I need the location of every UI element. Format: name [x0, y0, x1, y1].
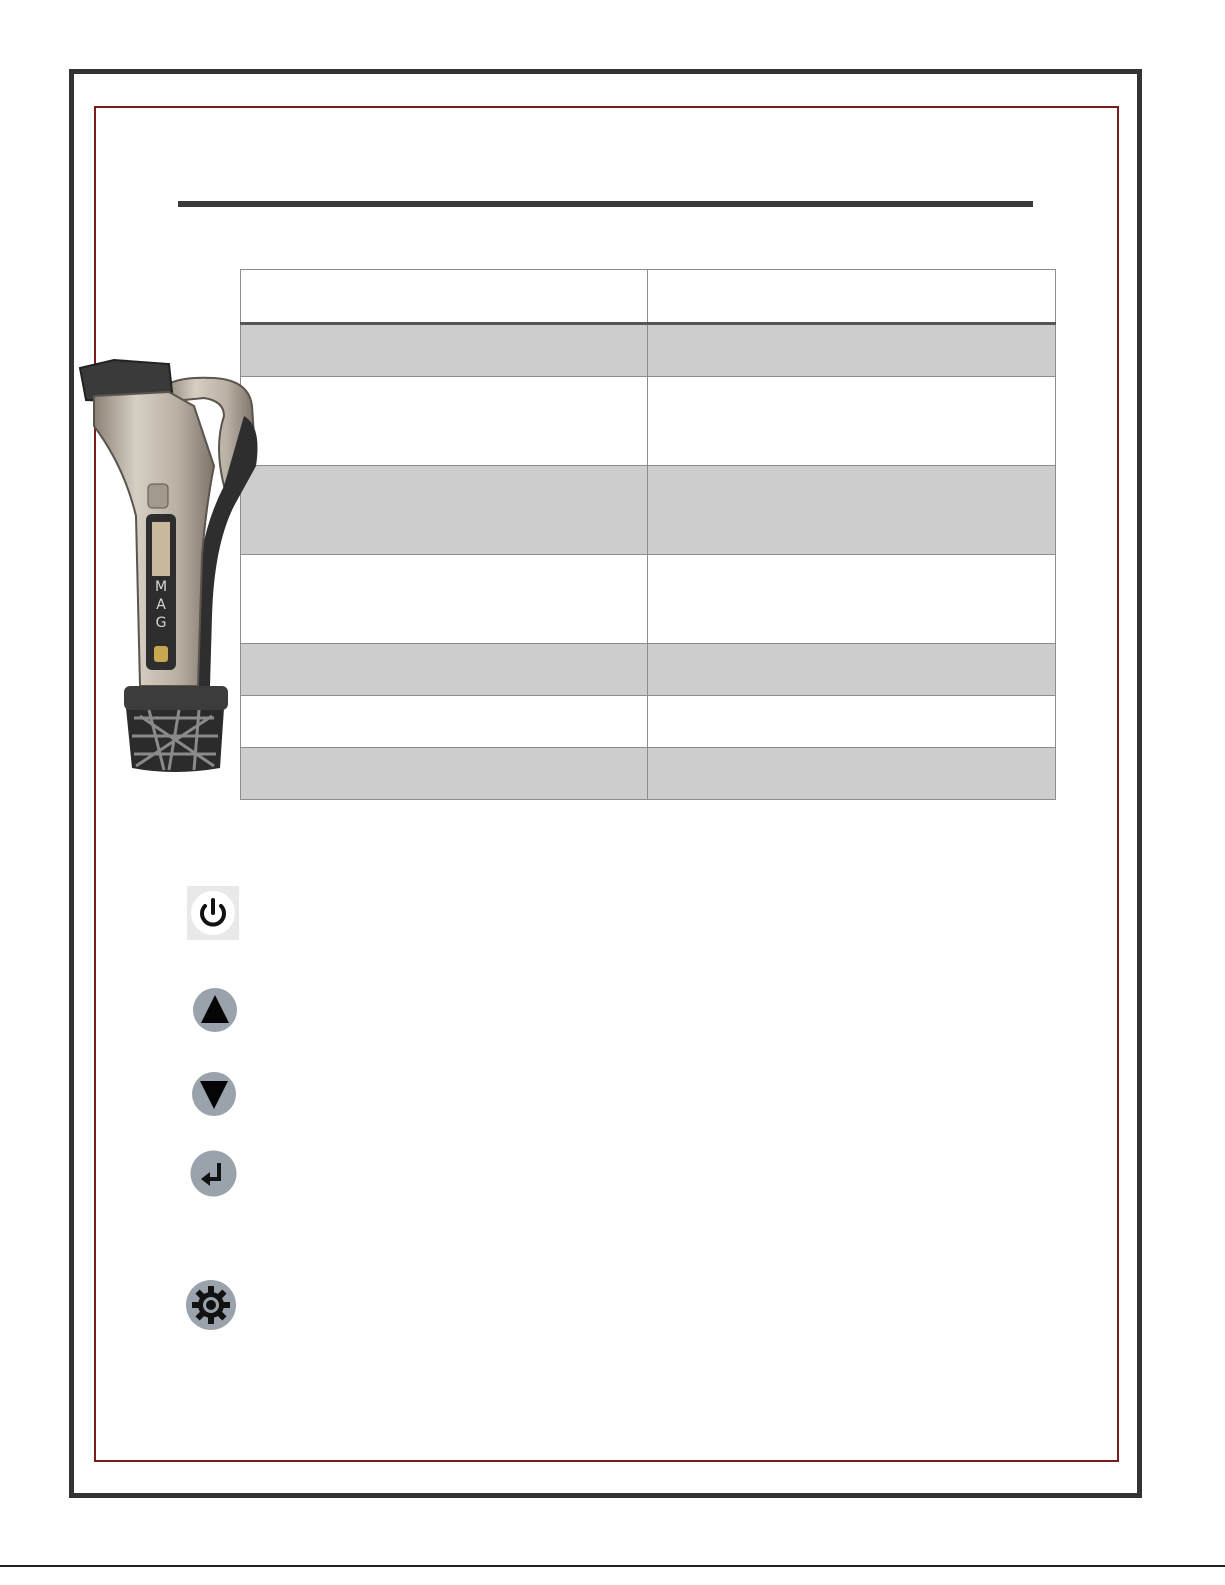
- table-row: [241, 377, 1056, 466]
- table-cell: [241, 466, 648, 555]
- table-cell: [241, 324, 648, 377]
- table-cell: [648, 324, 1056, 377]
- table-cell: [648, 270, 1056, 324]
- table-row: [241, 696, 1056, 748]
- table-cell: [648, 644, 1056, 696]
- arrow-down-icon: [190, 1070, 238, 1118]
- table-cell: [241, 748, 648, 800]
- device-label-a: A: [156, 597, 166, 613]
- power-icon: [187, 886, 239, 940]
- table-row: [241, 555, 1056, 644]
- table-cell: [648, 466, 1056, 555]
- table-cell: [241, 377, 648, 466]
- table-row: [241, 748, 1056, 800]
- spec-table: [240, 269, 1056, 800]
- table-row: [241, 644, 1056, 696]
- device-label-g: G: [155, 615, 167, 631]
- table-cell: [241, 696, 648, 748]
- table-cell: [648, 696, 1056, 748]
- table-row: [241, 466, 1056, 555]
- table-cell: [241, 555, 648, 644]
- table-cell: [648, 555, 1056, 644]
- gear-icon: [185, 1279, 237, 1331]
- bottom-edge-line: [0, 1565, 1225, 1567]
- table-cell: [241, 270, 648, 324]
- device-label-m: M: [154, 579, 168, 595]
- title-rule: [178, 201, 1033, 207]
- table-cell: [648, 377, 1056, 466]
- arrow-up-icon: [191, 986, 239, 1034]
- table-cell: [241, 644, 648, 696]
- locator-device-image: [74, 356, 264, 776]
- enter-icon: [189, 1149, 238, 1198]
- table-header-row: [241, 270, 1056, 324]
- table-cell: [648, 748, 1056, 800]
- table-row: [241, 324, 1056, 377]
